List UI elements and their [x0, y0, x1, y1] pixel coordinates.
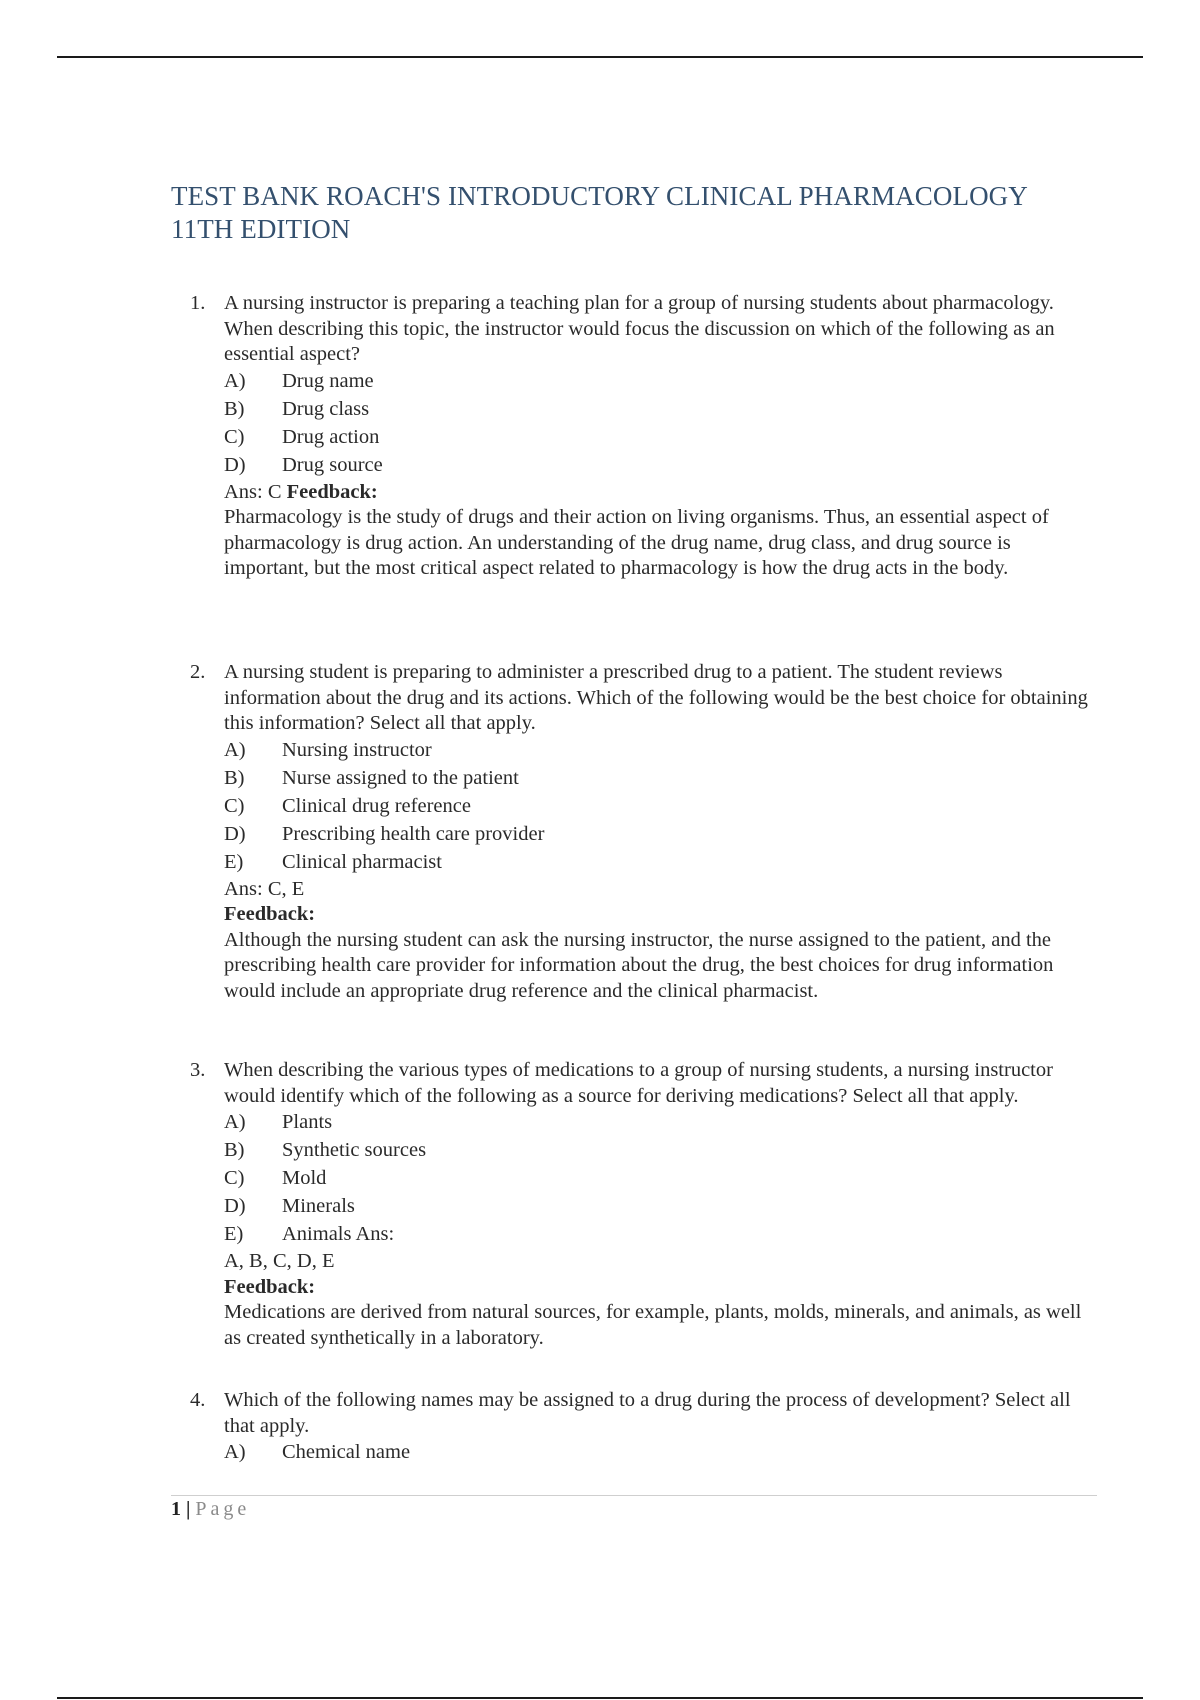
question-1	[190, 291, 1090, 582]
option-text: Mold	[282, 1167, 327, 1190]
answer-option	[224, 821, 1090, 849]
option-text: Drug action	[282, 425, 380, 448]
answer-option	[224, 396, 1090, 424]
answer-key: A, B, C, D, E	[224, 1250, 335, 1272]
option-letter: B)	[224, 397, 245, 420]
feedback-label: Feedback:	[224, 903, 316, 925]
answer-option	[224, 765, 1090, 793]
feedback-label: Feedback:	[286, 480, 378, 503]
option-letter: A)	[224, 738, 246, 761]
option-text: Drug name	[282, 369, 374, 392]
answer-key: Ans: C	[224, 480, 282, 503]
question-number: 2.	[190, 661, 206, 683]
question-number: 4.	[190, 1389, 206, 1411]
option-text: Drug class	[282, 397, 370, 420]
option-letter: B)	[224, 1139, 245, 1162]
question-stem: A nursing student is preparing to administer a prescribed drug to a patient. The student reviews information about the drug and its actions. Which of the following would be the best choice for obtaining this information? Select all that apply.	[224, 661, 1088, 734]
option-letter: D)	[224, 453, 246, 476]
question-stem: Which of the following names may be assigned to a drug during the process of development? Select all that apply.	[224, 1389, 1071, 1437]
option-letter: E)	[224, 1223, 244, 1246]
footer-separator: |	[181, 1498, 196, 1520]
option-text: Clinical pharmacist	[282, 850, 442, 873]
answer-option	[224, 1165, 1090, 1193]
answer-option	[224, 849, 1090, 877]
question-2	[190, 660, 1090, 1004]
option-text: Prescribing health care provider	[282, 822, 545, 845]
option-text: Animals Ans:	[282, 1223, 395, 1246]
answer-line	[224, 480, 1090, 506]
option-letter: D)	[224, 1195, 246, 1218]
question-stem: When describing the various types of medications to a group of nursing students, a nursing instructor would identify which of the following as a source for deriving medications? Select all that apply.	[224, 1059, 1053, 1107]
footer-divider	[171, 1495, 1097, 1496]
answer-option	[224, 737, 1090, 765]
top-rule	[57, 56, 1143, 58]
feedback-text: Although the nursing student can ask the nursing instructor, the nurse assigned to the patient, and the prescribing health care provider for information about the drug, the best choices for drug information would include an appropriate drug reference and the clinical pharmacist.	[224, 928, 1054, 1002]
option-letter: B)	[224, 766, 245, 789]
feedback-text: Medications are derived from natural sources, for example, plants, molds, minerals, and animals, as well as created synthetically in a laboratory.	[224, 1301, 1082, 1349]
question-number: 1.	[190, 292, 206, 314]
answer-key: Ans: C, E	[224, 877, 305, 900]
page-label: Page	[195, 1498, 251, 1520]
document-title: TEST BANK ROACH'S INTRODUCTORY CLINICAL PHARMACOLOGY 11TH EDITION	[171, 181, 1027, 244]
question-number: 3.	[190, 1059, 206, 1081]
option-text: Nursing instructor	[282, 738, 432, 761]
feedback-text: Pharmacology is the study of drugs and their action on living organisms. Thus, an essential aspect of pharmacology is drug action. An understanding of the drug name, drug class, and drug source is important, but the most critical aspect related to pharmacology is how the drug acts in the body.	[224, 506, 1049, 579]
answer-option	[224, 1221, 1090, 1249]
option-letter: C)	[224, 1167, 245, 1190]
option-letter: A)	[224, 1111, 246, 1134]
option-letter: E)	[224, 850, 244, 873]
option-text: Chemical name	[282, 1441, 411, 1464]
answer-option	[224, 1439, 1090, 1467]
option-text: Plants	[282, 1111, 333, 1134]
option-letter: A)	[224, 1441, 246, 1464]
answer-option	[224, 1193, 1090, 1221]
answer-option	[224, 1137, 1090, 1165]
answer-option	[224, 1109, 1090, 1137]
question-4	[190, 1388, 1090, 1467]
option-letter: A)	[224, 369, 246, 392]
option-text: Clinical drug reference	[282, 794, 471, 817]
option-text: Drug source	[282, 453, 383, 476]
feedback-label: Feedback:	[224, 1275, 316, 1298]
answer-option	[224, 452, 1090, 480]
option-text: Nurse assigned to the patient	[282, 766, 519, 789]
page-footer	[171, 1498, 250, 1521]
bottom-rule	[57, 1697, 1143, 1699]
answer-option	[224, 424, 1090, 452]
question-3	[190, 1058, 1090, 1351]
option-text: Synthetic sources	[282, 1139, 427, 1162]
option-letter: C)	[224, 794, 245, 817]
answer-option	[224, 793, 1090, 821]
option-letter: C)	[224, 425, 245, 448]
option-letter: D)	[224, 822, 246, 845]
page-number: 1	[171, 1498, 181, 1520]
question-stem: A nursing instructor is preparing a teaching plan for a group of nursing students about pharmacology. When describing this topic, the instructor would focus the discussion on which of the following as an essential aspect?	[224, 292, 1055, 365]
option-text: Minerals	[282, 1195, 355, 1218]
answer-option	[224, 368, 1090, 396]
